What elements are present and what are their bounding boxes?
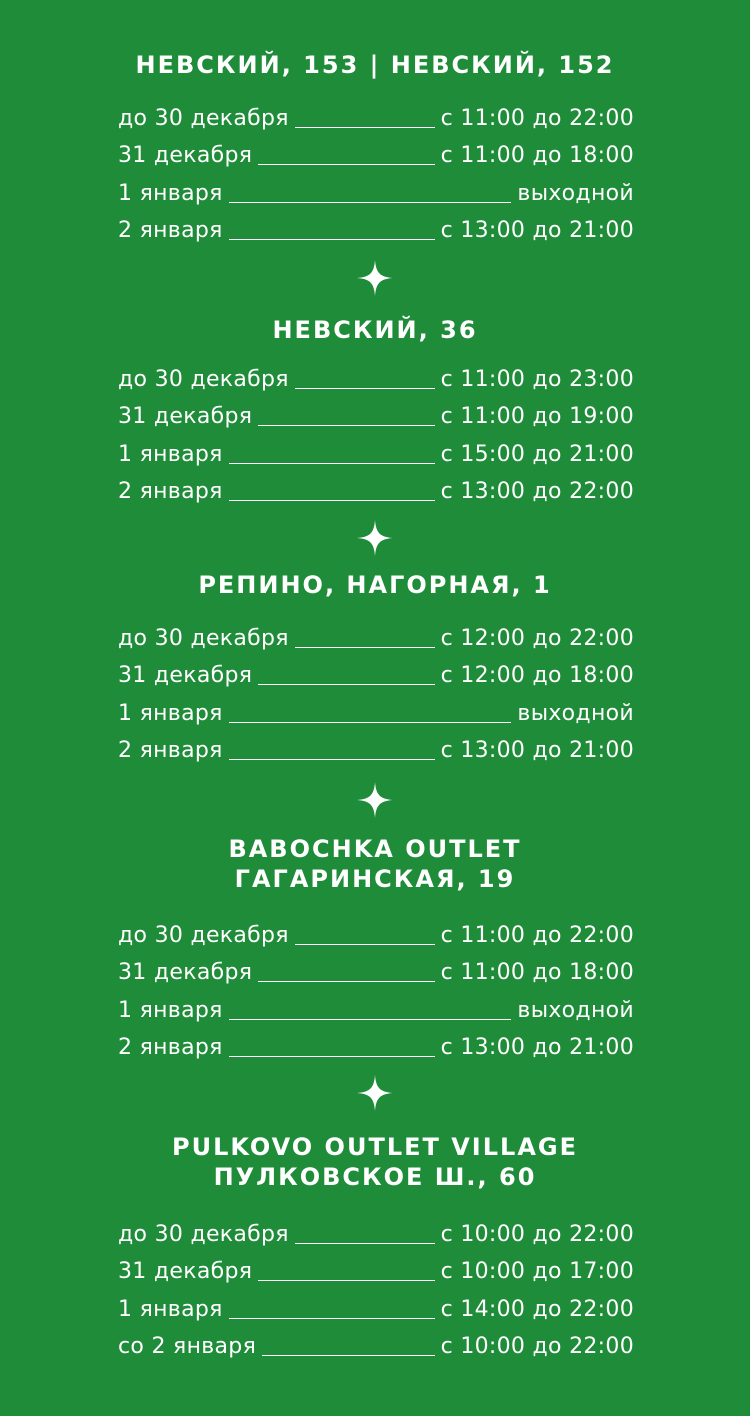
leader-line bbox=[229, 759, 435, 760]
date-label: до 30 декабря bbox=[118, 1221, 289, 1247]
leader-line bbox=[229, 722, 512, 723]
date-label: 31 декабря bbox=[118, 404, 253, 429]
hours-value: с 13:00 до 21:00 bbox=[440, 1035, 634, 1060]
hours-list bbox=[118, 1210, 634, 1360]
hours-value: с 10:00 до 17:00 bbox=[440, 1259, 634, 1284]
date-label: 1 января bbox=[118, 1296, 223, 1322]
date-label: 31 декабря bbox=[118, 143, 253, 168]
store-title bbox=[0, 315, 750, 345]
hours-value: с 10:00 до 22:00 bbox=[440, 1221, 634, 1247]
date-label: 2 января bbox=[118, 479, 223, 504]
hours-value: с 13:00 до 22:00 bbox=[440, 479, 634, 504]
hours-row bbox=[118, 1248, 634, 1286]
hours-value: с 15:00 до 21:00 bbox=[440, 441, 634, 467]
hours-row bbox=[118, 207, 634, 245]
hours-value: с 14:00 до 22:00 bbox=[440, 1296, 634, 1322]
leader-line bbox=[262, 1355, 435, 1356]
hours-value: с 12:00 до 22:00 bbox=[440, 625, 634, 651]
store-title bbox=[0, 570, 750, 600]
store-title-line: НЕВСКИЙ, 36 bbox=[272, 316, 478, 344]
hours-value: выходной bbox=[517, 700, 634, 726]
hours-list bbox=[118, 355, 634, 505]
date-label: 1 января bbox=[118, 180, 223, 206]
hours-row bbox=[118, 132, 634, 170]
date-label: 1 января bbox=[118, 700, 223, 726]
leader-line bbox=[229, 500, 435, 501]
leader-line bbox=[258, 425, 434, 426]
leader-line bbox=[229, 1056, 435, 1057]
hours-row bbox=[118, 614, 634, 652]
leader-line bbox=[295, 127, 435, 128]
hours-row bbox=[118, 689, 634, 727]
leader-line bbox=[295, 388, 435, 389]
hours-row bbox=[118, 169, 634, 207]
hours-value: с 13:00 до 21:00 bbox=[440, 218, 634, 243]
hours-row bbox=[118, 94, 634, 132]
date-label: 31 декабря bbox=[118, 960, 253, 985]
date-label: со 2 января bbox=[118, 1334, 257, 1359]
store-section-pulkovo-outlet-village bbox=[0, 1132, 750, 1192]
hours-value: выходной bbox=[517, 997, 634, 1023]
four-point-star-icon bbox=[357, 1075, 393, 1111]
date-label: 1 января bbox=[118, 441, 223, 467]
date-label: 2 января bbox=[118, 738, 223, 763]
hours-value: с 12:00 до 18:00 bbox=[440, 663, 634, 688]
hours-row bbox=[118, 911, 634, 949]
store-section-nevsky-153-152 bbox=[0, 50, 750, 80]
leader-line bbox=[229, 239, 435, 240]
hours-value: с 11:00 до 19:00 bbox=[440, 404, 634, 429]
hours-list bbox=[118, 614, 634, 764]
hours-row bbox=[118, 393, 634, 431]
store-section-nevsky-36 bbox=[0, 315, 750, 345]
hours-value: с 11:00 до 22:00 bbox=[440, 922, 634, 948]
hours-list bbox=[118, 911, 634, 1061]
leader-line bbox=[229, 1318, 435, 1319]
hours-value: с 11:00 до 23:00 bbox=[440, 366, 634, 392]
hours-value: с 11:00 до 18:00 bbox=[440, 143, 634, 168]
store-title bbox=[0, 50, 750, 80]
store-title-line: BABOCHKA OUTLET bbox=[228, 835, 522, 863]
hours-value: выходной bbox=[517, 180, 634, 206]
store-title bbox=[0, 1132, 750, 1192]
hours-row bbox=[118, 468, 634, 506]
four-point-star-icon bbox=[357, 260, 393, 296]
hours-row bbox=[118, 652, 634, 690]
leader-line bbox=[258, 981, 434, 982]
date-label: 2 января bbox=[118, 1035, 223, 1060]
leader-line bbox=[295, 1243, 435, 1244]
hours-row bbox=[118, 727, 634, 765]
date-label: 2 января bbox=[118, 218, 223, 243]
hours-value: с 11:00 до 18:00 bbox=[440, 960, 634, 985]
leader-line bbox=[258, 1280, 434, 1281]
store-section-babochka-outlet bbox=[0, 834, 750, 894]
store-title-line: ГАГАРИНСКАЯ, 19 bbox=[234, 865, 516, 893]
store-title bbox=[0, 834, 750, 894]
store-title-line: PULKOVO OUTLET VILLAGE bbox=[172, 1133, 578, 1161]
leader-line bbox=[258, 684, 434, 685]
four-point-star-icon bbox=[357, 520, 393, 556]
store-title-line: РЕПИНО, НАГОРНАЯ, 1 bbox=[198, 571, 552, 599]
store-title-line: НЕВСКИЙ, 153 | НЕВСКИЙ, 152 bbox=[135, 51, 615, 79]
hours-row bbox=[118, 430, 634, 468]
leader-line bbox=[229, 202, 512, 203]
leader-line bbox=[258, 164, 434, 165]
date-label: до 30 декабря bbox=[118, 105, 289, 131]
store-section-repino bbox=[0, 570, 750, 600]
hours-row bbox=[118, 1210, 634, 1248]
date-label: 31 декабря bbox=[118, 663, 253, 688]
hours-value: с 10:00 до 22:00 bbox=[440, 1334, 634, 1359]
leader-line bbox=[229, 1019, 512, 1020]
hours-row bbox=[118, 1024, 634, 1062]
date-label: 31 декабря bbox=[118, 1259, 253, 1284]
date-label: до 30 декабря bbox=[118, 625, 289, 651]
hours-row bbox=[118, 949, 634, 987]
hours-value: с 13:00 до 21:00 bbox=[440, 738, 634, 763]
leader-line bbox=[295, 647, 435, 648]
date-label: 1 января bbox=[118, 997, 223, 1023]
date-label: до 30 декабря bbox=[118, 922, 289, 948]
date-label: до 30 декабря bbox=[118, 366, 289, 392]
hours-value: с 11:00 до 22:00 bbox=[440, 105, 634, 131]
hours-list bbox=[118, 94, 634, 244]
hours-row bbox=[118, 1285, 634, 1323]
hours-row bbox=[118, 986, 634, 1024]
four-point-star-icon bbox=[357, 782, 393, 818]
hours-row bbox=[118, 355, 634, 393]
hours-row bbox=[118, 1323, 634, 1361]
leader-line bbox=[229, 463, 435, 464]
store-title-line: ПУЛКОВСКОЕ Ш., 60 bbox=[213, 1163, 537, 1191]
leader-line bbox=[295, 944, 435, 945]
